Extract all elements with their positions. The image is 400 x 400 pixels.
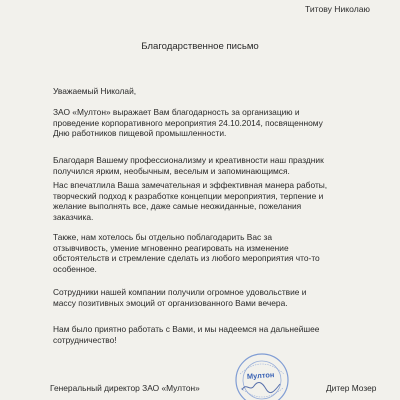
letter-title: Благодарственное письмо — [141, 41, 259, 52]
salutation: Уважаемый Николай, — [53, 86, 137, 96]
paragraph-emotions: Сотрудники нашей компании получили огромное удовольствие и массу позитивных эмоций от организованного Вами вечера. — [53, 287, 307, 308]
recipient-name: Титову Николаю — [304, 4, 370, 14]
signatory-name: Дитер Мозер — [326, 383, 377, 393]
paragraph-gratitude: ЗАО «Мултон» выражает Вам благодарность за организацию и проведение корпоративного мероприятия 24.10.2014, посвященному Дню работников пищевой промышленности. — [53, 107, 323, 139]
paragraph-cooperation: Нам было приятно работать с Вами, и мы надеемся на дальнейшее сотрудничество! — [53, 324, 320, 345]
signatory-title: Генеральный директор ЗАО «Мултон» — [50, 383, 200, 393]
paragraph-work-manner: Нас впечатлила Ваша замечательная и эффективная манера работы, творческий подход к разработке концепции мероприятия, терпение и желание выполнять все, даже самые неожиданные, пожелания заказчика. — [53, 180, 328, 222]
paragraph-professionalism: Благодаря Вашему профессионализму и креативности наш праздник получился ярким, необычным, веселым и запоминающимся. — [53, 155, 324, 176]
signature-row — [50, 383, 390, 397]
seal-label: Мултон — [246, 370, 275, 381]
paragraph-responsiveness: Также, нам хотелось бы отдельно поблагодарить Вас за отзывчивость, умение мгновенно реагировать на изменение обстоятельств и стремление сделать из любого мероприятия что-то особенное. — [53, 232, 320, 274]
